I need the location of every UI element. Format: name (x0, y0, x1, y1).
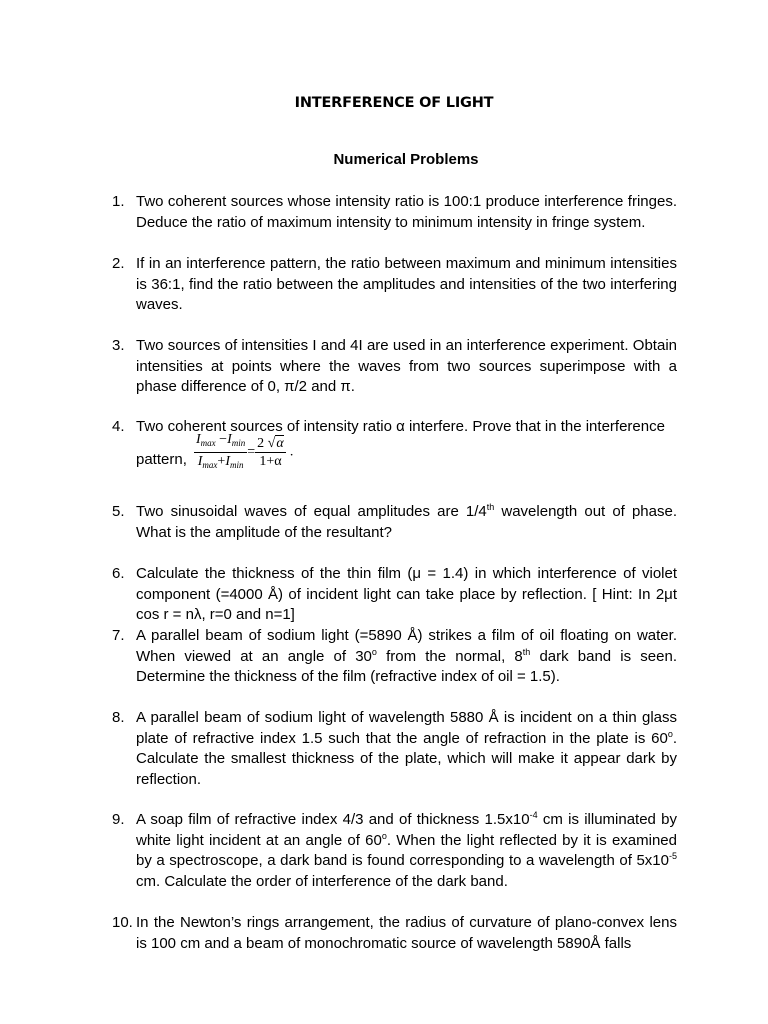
problem-number: 10. (112, 914, 133, 931)
problem-10 (112, 913, 677, 954)
problem-6 (112, 564, 677, 626)
intensity-formula: $\frac{I_{max} -I_{min}}{I_{max}+I_{min}}$ = $\frac{2 √\alpha}{1+\alpha}$ . (194, 432, 293, 473)
problem-7 (112, 626, 677, 688)
problem-1 (112, 192, 677, 233)
problem-number: 6. (112, 565, 125, 582)
problem-2 (112, 254, 677, 316)
problem-number: 9. (112, 811, 125, 828)
problem-text: A parallel beam of sodium light (=5890 Å) strikes a film of oil floating on water. When viewed at an angle of 30$^o$ from the normal, 8th dark band is seen. Determine the thickness of the film (refractive index of oil = 1.5). (136, 627, 677, 685)
problem-4 (112, 417, 677, 474)
problem-9 (112, 810, 677, 892)
problem-number: 8. (112, 709, 125, 726)
problem-3 (112, 336, 677, 398)
problem-number: 5. (112, 503, 125, 520)
problem-text: A soap film of refractive index 4/3 and of thickness $1.5x10^{-4}$ cm is illuminated by white light incident at an angle of 60$^o$. When the light reflected by it is examined by a spectroscope, a dark band is found corresponding to a wavelength of $5x10^{-5}$ cm. Calculate the order of interference of the dark band. (136, 810, 678, 890)
problem-text: If in an interference pattern, the ratio between maximum and minimum intensities is 36:1, find the ratio between the amplitudes and intensities of the two interfering waves. (136, 255, 677, 313)
problem-text-continued: pattern, (136, 450, 187, 468)
problem-5 (112, 502, 677, 543)
section-subtitle: Numerical Problems (333, 151, 479, 168)
problem-text: In the Newton’s rings arrangement, the radius of curvature of plano-convex lens is 100 cm and a beam of monochromatic source of wavelength 5890Å falls (136, 914, 677, 952)
formula-rhs-fraction: $\frac{2 √\alpha}{1+\alpha}$ (257, 435, 284, 469)
page-title: INTERFERENCE OF LIGHT (294, 95, 494, 111)
problem-number: 3. (112, 337, 125, 354)
problem-text: Calculate the thickness of the thin film (μ = 1.4) in which interference of violet component (=4000 Å) of incident light can take place by reflection. [ Hint: In 2μt cos r = nλ, r=0 and n=1] (136, 565, 677, 623)
problem-text: Two coherent sources whose intensity ratio is 100:1 produce interference fringes. Deduce the ratio of maximum intensity to minimum intensity in fringe system. (136, 193, 677, 231)
problem-text: A parallel beam of sodium light of wavelength 5880 Å is incident on a thin glass plate of refractive index 1.5 such that the angle of refraction in the plate is 60$^o$. Calculate the smallest thickness of the plate, which will make it appear dark by reflection. (136, 709, 677, 788)
formula-lhs-fraction: $\frac{I_{max} -I_{min}}{I_{max}+I_{min}}$ (196, 431, 246, 470)
problem-text: Two sources of intensities I and 4I are used in an interference experiment. Obtain intensities at points where the waves from two sources superimpose with a phase difference of 0, π/2 and π. (136, 337, 677, 395)
problem-text: Two sinusoidal waves of equal amplitudes are 1/4th wavelength out of phase. What is the amplitude of the resultant? (136, 502, 677, 541)
problem-number: 2. (112, 255, 125, 272)
problem-text: Two coherent sources of intensity ratio α interfere. Prove that in the interference (136, 418, 665, 435)
problem-number: 4. (112, 418, 125, 435)
problem-number: 1. (112, 193, 125, 210)
problem-number: 7. (112, 627, 125, 644)
problem-8 (112, 708, 677, 790)
